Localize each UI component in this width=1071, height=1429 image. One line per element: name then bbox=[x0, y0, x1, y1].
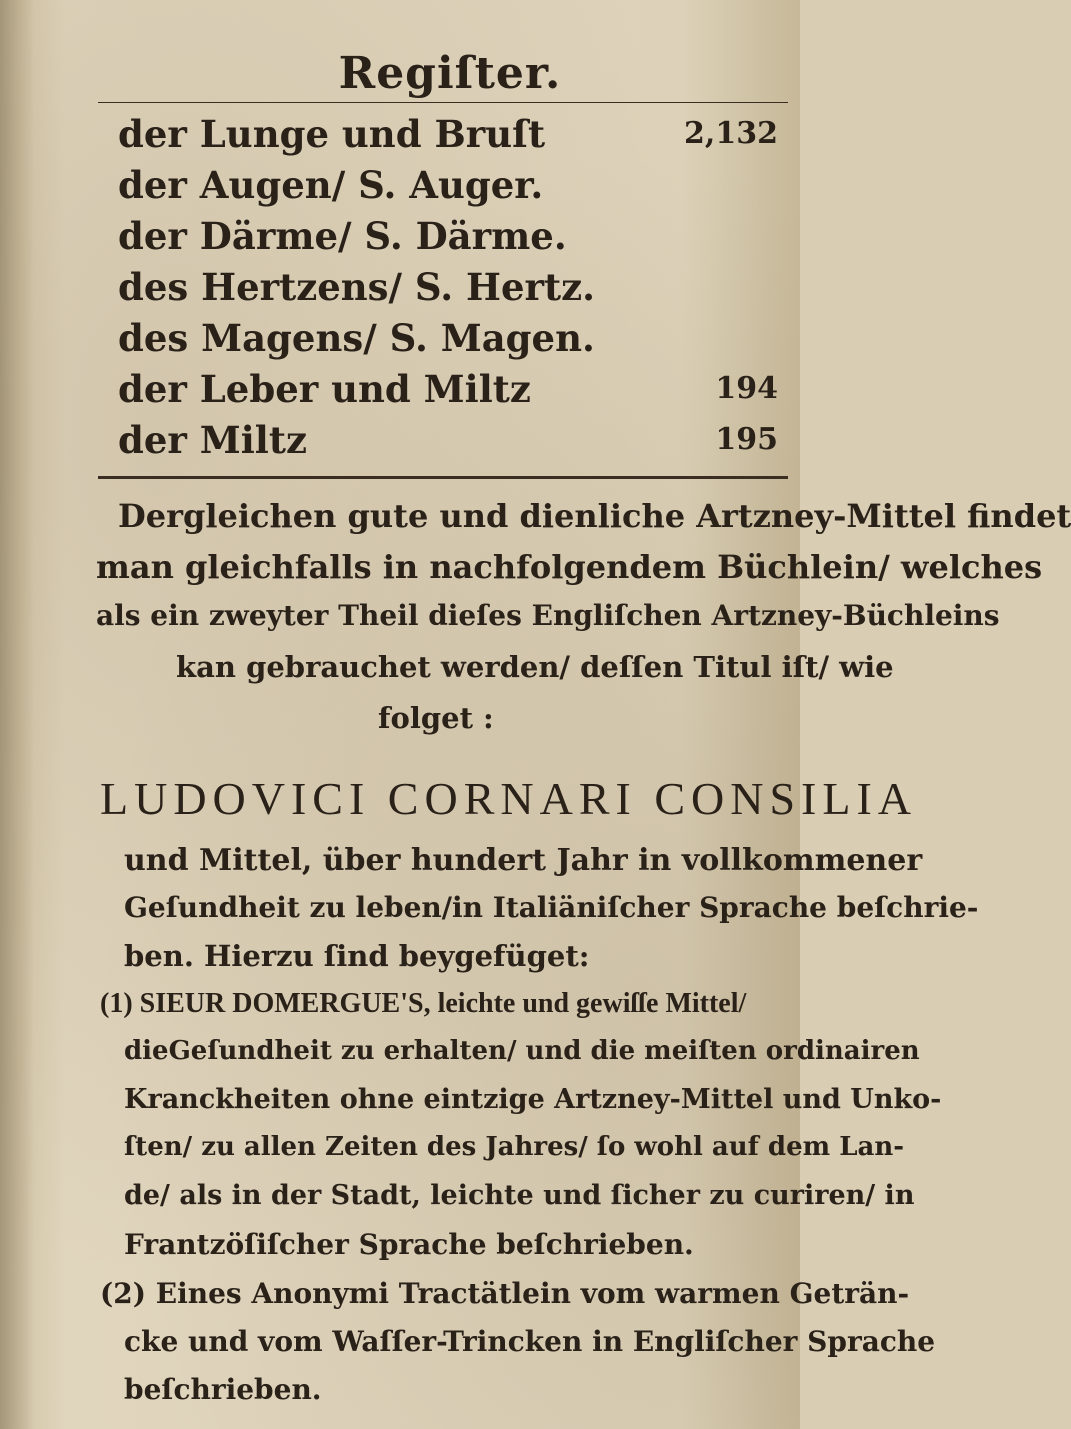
index-entry-label: des Hertzens/ S. Hertz. bbox=[118, 265, 596, 309]
index-entry bbox=[118, 367, 778, 417]
item-line: Frantzöſiſcher Sprache beſchrieben. bbox=[124, 1228, 694, 1261]
item-line: ſten/ zu allen Zeiten des Jahres/ ſo wohl auf dem Lan- bbox=[124, 1132, 905, 1162]
book-title-line: ben. Hierzu ſind beygefüget: bbox=[124, 939, 590, 973]
index-entry-label: der Därme/ S. Därme. bbox=[118, 214, 567, 258]
intro-line: kan gebrauchet werden/ deſſen Titul iſt/ wie bbox=[176, 650, 894, 684]
index-entry-page: 194 bbox=[715, 371, 778, 406]
item-line: (2) Eines Anonymi Tractätlein vom warmen Geträn- bbox=[100, 1277, 910, 1310]
index-entry-label: des Magens/ S. Magen. bbox=[118, 316, 595, 360]
index-entry-page: 2,132 bbox=[684, 116, 778, 151]
index-entry bbox=[118, 265, 778, 315]
intro-line: als ein zweyter Theil dieſes Engliſchen Artzney-Büchleins bbox=[96, 599, 1000, 632]
item-line: (1) SIEUR DOMERGUE'S, leichte und gewiſſe Mittel/ bbox=[100, 988, 747, 1019]
page-header-title: Regiſter. bbox=[338, 48, 562, 99]
index-entry-page: 195 bbox=[715, 422, 778, 457]
intro-line: man gleichfalls in nachfolgendem Büchlein/ welches bbox=[96, 548, 1043, 586]
book-title-line: Geſundheit zu leben/in Italiäniſcher Sprache beſchrie- bbox=[124, 891, 979, 924]
item-line: dieGeſundheit zu erhalten/ und die meiſten ordinairen bbox=[124, 1036, 920, 1066]
item-line: cke und vom Waſſer-Trincken in Engliſcher Sprache bbox=[124, 1325, 936, 1358]
index-entry bbox=[118, 418, 778, 468]
index-entry bbox=[118, 316, 778, 366]
index-entry bbox=[118, 112, 778, 162]
item-line: Kranckheiten ohne eintzige Artzney-Mittel und Unko- bbox=[124, 1084, 942, 1115]
intro-line: folget : bbox=[378, 701, 494, 735]
index-entry bbox=[118, 163, 778, 213]
index-entry bbox=[118, 214, 778, 264]
header-rule bbox=[98, 102, 788, 103]
book-title-line: und Mittel, über hundert Jahr in vollkommener bbox=[124, 843, 923, 878]
book-title-heading: LUDOVICI CORNARI CONSILIA bbox=[100, 773, 917, 824]
section-divider bbox=[98, 476, 788, 479]
index-entry-label: der Leber und Miltz bbox=[118, 367, 531, 411]
index-entry-label: der Miltz bbox=[118, 418, 307, 462]
index-entry-label: der Augen/ S. Auger. bbox=[118, 163, 544, 207]
item-line: de/ als in der Stadt, leichte und ſicher zu curiren/ in bbox=[124, 1180, 915, 1211]
item-line: beſchrieben. bbox=[124, 1373, 322, 1406]
page-gutter-shadow bbox=[0, 0, 34, 1429]
intro-line: Dergleichen gute und dienliche Artzney-Mittel findet bbox=[118, 497, 1071, 535]
index-entry-label: der Lunge und Bruſt bbox=[118, 112, 546, 156]
